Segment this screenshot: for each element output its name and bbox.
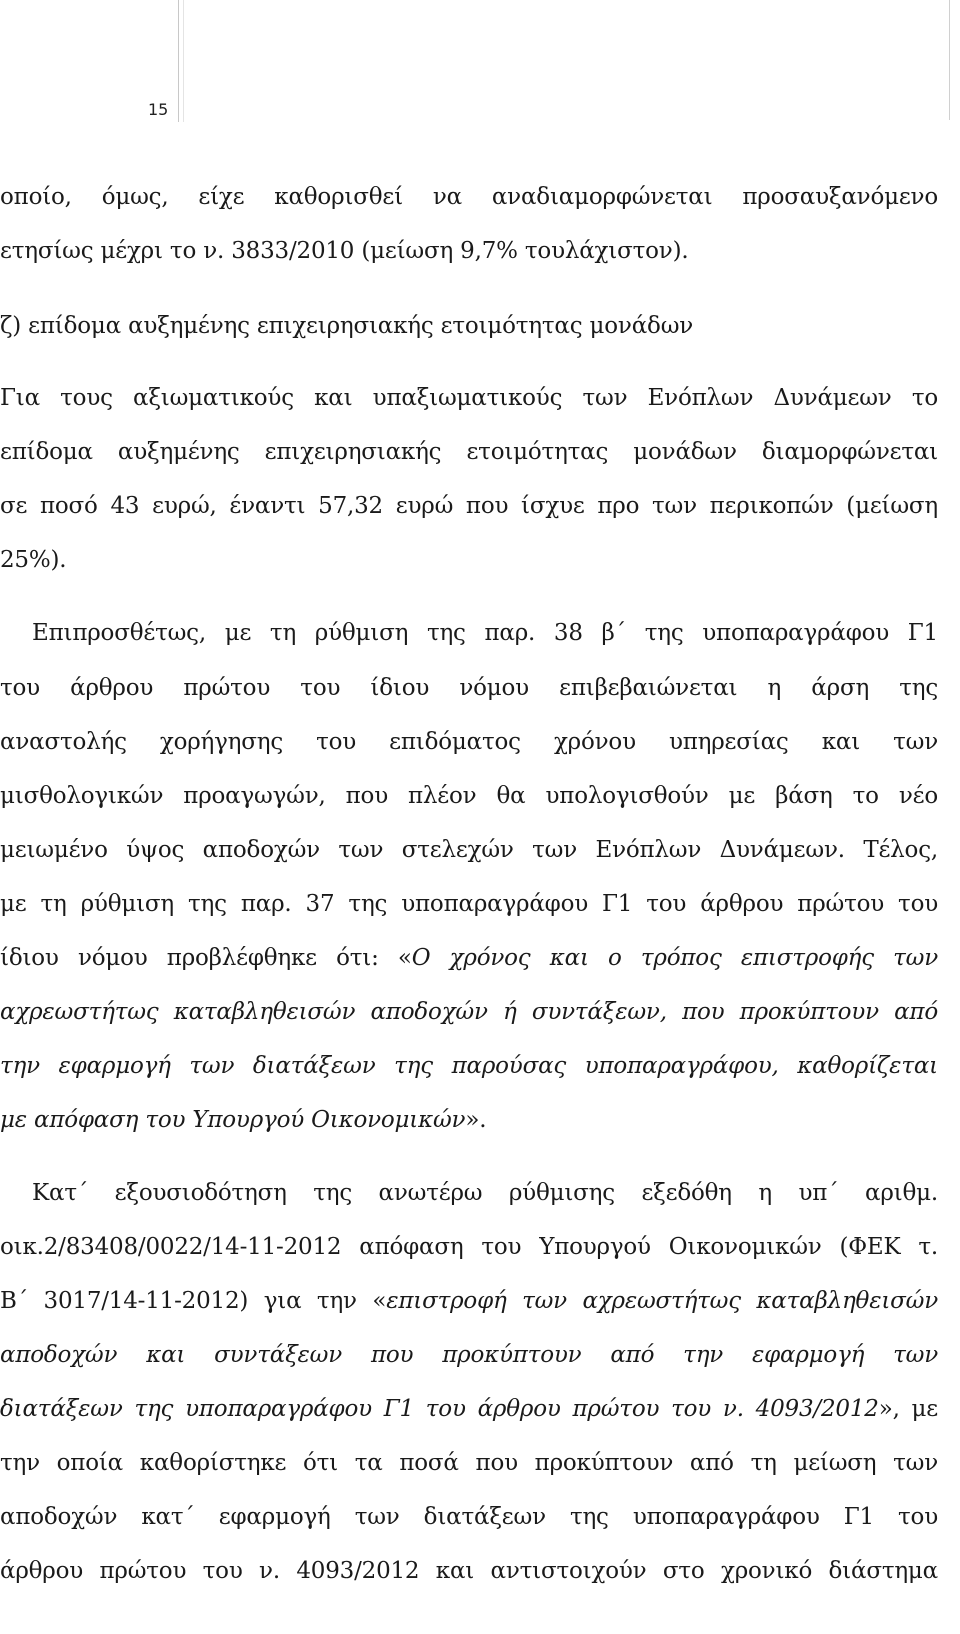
text-line: ίδιου νόμου προβλέφθηκε ότι: «Ο χρόνος και ο τρόπος επιστροφής των (0, 945, 938, 971)
text-line: την εφαρμογή των διατάξεων της παρούσας υποπαραγράφου, καθορίζεται (0, 1053, 938, 1079)
text-line: 25%). (0, 547, 67, 573)
text-line: αποδοχών και συντάξεων που προκύπτουν από την εφαρμογή των (0, 1342, 938, 1368)
text-line: Κατ΄ εξουσιοδότηση της ανωτέρω ρύθμισης εξεδόθη η υπ΄ αριθμ. (32, 1180, 938, 1206)
page-number: 15 (148, 100, 169, 119)
text-line: αποδοχών κατ΄ εφαρμογή των διατάξεων της υποπαραγράφου Γ1 του (0, 1504, 938, 1530)
text-line: άρθρου πρώτου του ν. 4093/2012 και αντιστοιχούν στο χρονικό διάστημα (0, 1558, 938, 1584)
text-line: με τη ρύθμιση της παρ. 37 της υποπαραγράφου Γ1 του άρθρου πρώτου του (0, 891, 938, 917)
text-line: μισθολογικών προαγωγών, που πλέον θα υπολογισθούν με βάση το νέο (0, 783, 938, 809)
text-line: αχρεωστήτως καταβληθεισών αποδοχών ή συντάξεων, που προκύπτουν από (0, 999, 938, 1025)
margin-rule (949, 0, 950, 120)
text-line: Για τους αξιωματικούς και υπαξιωματικούς των Ενόπλων Δυνάμεων το (0, 385, 938, 411)
text-line: την οποία καθορίστηκε ότι τα ποσά που προκύπτουν από τη μείωση των (0, 1450, 938, 1476)
section-heading: ζ) επίδομα αυξημένης επιχειρησιακής ετοιμότητας μονάδων (0, 313, 694, 339)
text-line: σε ποσό 43 ευρώ, έναντι 57,32 ευρώ που ίσχυε προ των περικοπών (μείωση (0, 493, 938, 519)
text-line: με απόφαση του Υπουργού Οικονομικών». (0, 1107, 487, 1133)
margin-rule (183, 0, 184, 122)
text-line: διατάξεων της υποπαραγράφου Γ1 του άρθρου πρώτου του ν. 4093/2012», με (0, 1396, 939, 1422)
text-line: οποίο, όμως, είχε καθορισθεί να αναδιαμορφώνεται προσαυξανόμενο (0, 184, 938, 210)
text-line: αναστολής χορήγησης του επιδόματος χρόνου υπηρεσίας και των (0, 729, 938, 755)
text-line: οικ.2/83408/0022/14-11-2012 απόφαση του Υπουργού Οικονομικών (ΦΕΚ τ. (0, 1234, 938, 1260)
text-line: επίδομα αυξημένης επιχειρησιακής ετοιμότητας μονάδων διαμορφώνεται (0, 439, 938, 465)
text-line: του άρθρου πρώτου του ίδιου νόμου επιβεβαιώνεται η άρση της (0, 675, 938, 701)
text-line: Επιπροσθέτως, με τη ρύθμιση της παρ. 38 β΄ της υποπαραγράφου Γ1 (32, 620, 938, 646)
text-line: μειωμένο ύψος αποδοχών των στελεχών των Ενόπλων Δυνάμεων. Τέλος, (0, 837, 938, 863)
text-line: Β΄ 3017/14-11-2012) για την «επιστροφή των αχρεωστήτως καταβληθεισών (0, 1288, 938, 1314)
margin-rule (178, 0, 179, 122)
text-line: ετησίως μέχρι το ν. 3833/2010 (μείωση 9,7% τουλάχιστον). (0, 238, 689, 264)
